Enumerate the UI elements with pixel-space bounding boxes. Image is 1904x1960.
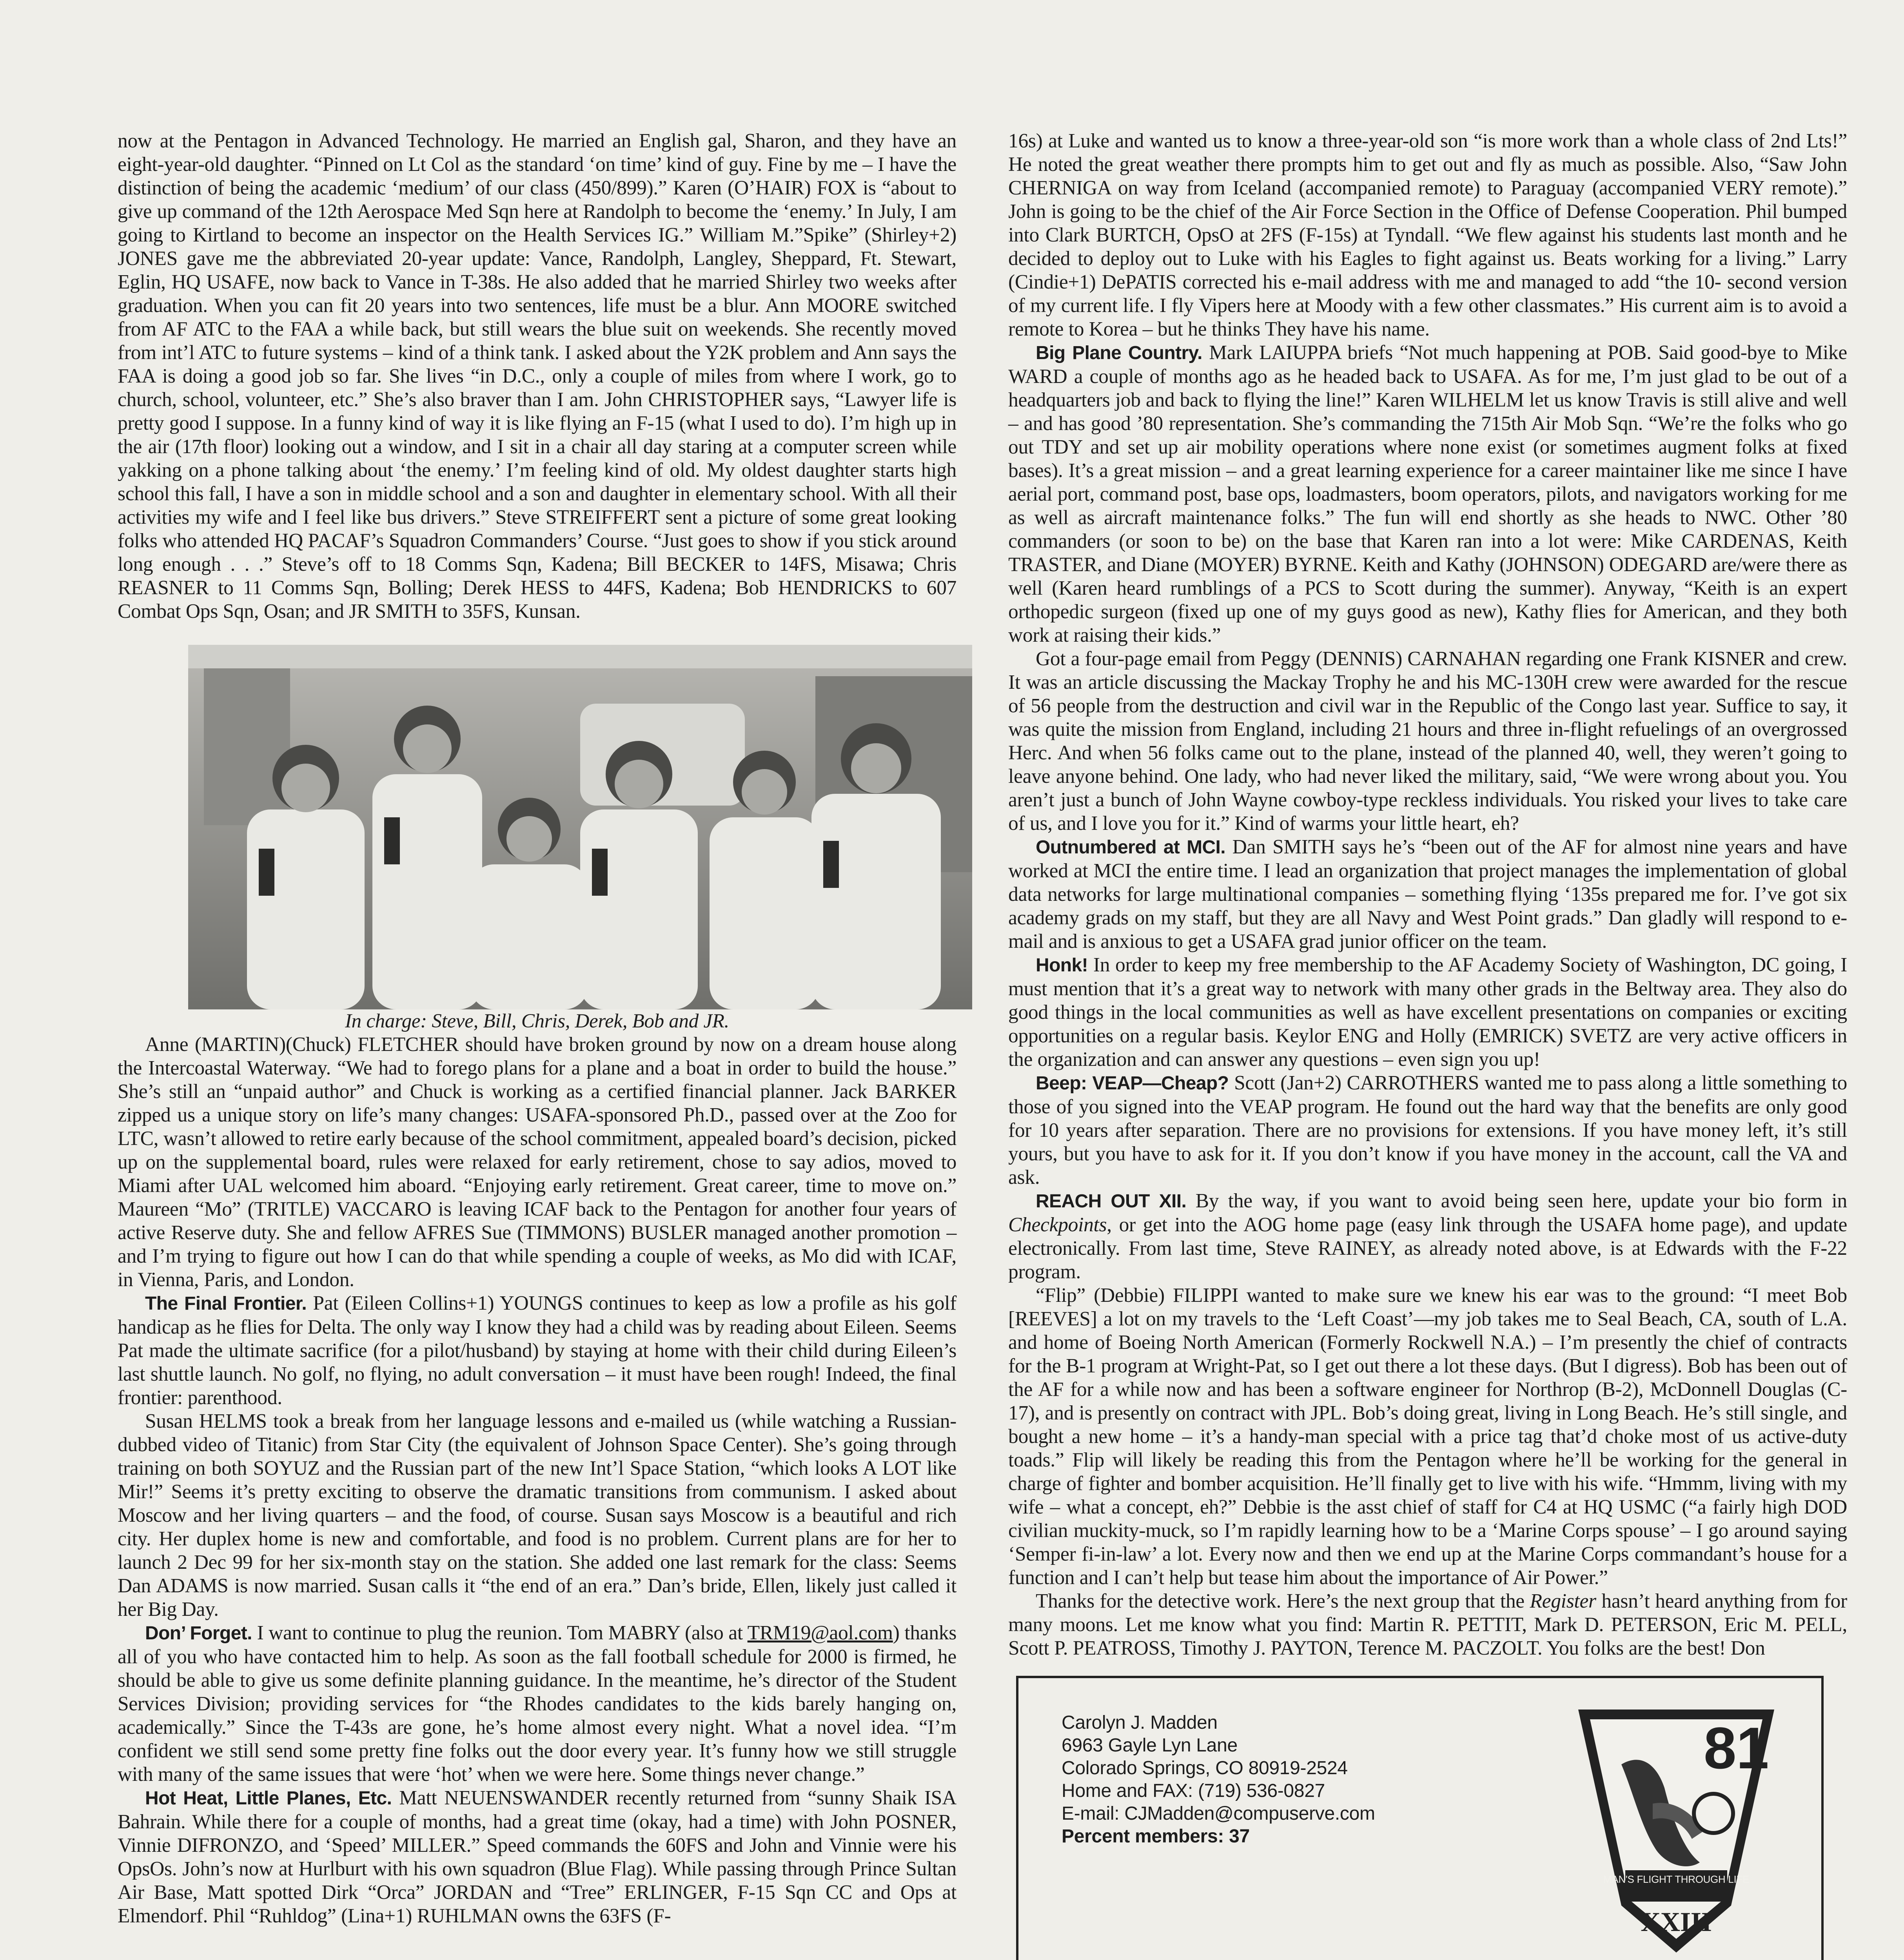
paragraph-thanks — [1008, 1590, 1847, 1660]
paragraph-reach-out — [1008, 1189, 1847, 1284]
paragraph-mci — [1008, 835, 1847, 953]
paragraph-veap — [1008, 1071, 1847, 1189]
heading-final-frontier: The Final Frontier. — [145, 1293, 307, 1314]
heading-hot-heat: Hot Heat, Little Planes, Etc. — [145, 1788, 392, 1809]
text-dont-forget-b: ) thanks all of you who have contacted him to help. As soon as the fall football schedule for 2000 is firmed, he should be able to give us some definite planning guidance. In the meantime, he’s director of the Student Services Division; providing services for “the Rhodes candidates to the kids barely hanging on, academically.” Since the T-43s are gone, he’s home almost every night. What a novel idea. “I’m confident we still send some pretty fine folks out the door every year. It’s funny how we still struggle with many of the same issues that were ‘hot’ when we were here. Some things never change.” — [118, 1622, 957, 1786]
logo-class-year: 81 — [1704, 1715, 1769, 1781]
heading-honk: Honk! — [1036, 955, 1088, 976]
paragraph-honk — [1008, 953, 1847, 1071]
contact-phone: Home and FAX: (719) 536-0827 — [1062, 1780, 1325, 1801]
paragraph-filippi: “Flip” (Debbie) FILIPPI wanted to make sure we knew his ear was to the ground: “I meet Bob [REEVES] a lot on my travels to the ‘Left Coast’—my job takes me to Seal Beach, CA, south of L.A. and home of Boeing North American (Formerly Rockwell N.A.) – I’m presently the chief of contracts for the B-1 program at Wright-Pat, so I get out there a lot these days. (But I digress). Bob has been out of the AF for a while now and has been a software engineer for Northrop (B-2), McDonnell Douglas (C-17), and is presently on contract with JPL. Bob’s doing great, living in Long Beach. He’s still single, and bought a new home – it’s a handy-man special with a price tag that’d choke most of us active-duty toads.” Flip will likely be reading this from the Pentagon where he’ll be working for the general in charge of fighter and bomber acquisition. He’ll finally get to live with his wife. “Hmmm, living with my wife – what a concept, eh?” Debbie is the asst chief of staff for C4 at HQ USMC (“a fairly high DOD civilian muckity-muck, so I’m rapidly learning how to be a ‘Marine Corps spouse’ – I go around saying ‘Semper fi-in-law’ a lot. Every now and then we end up at the Marine Corps commandant’s house for a function and I can’t help but tease him about the importance of Air Power.” — [1008, 1284, 1847, 1589]
text-thanks-b: hasn’t heard anything from for many moons. Let me know what you find: Martin R. PETTIT, Mark D. PETERSON, Eric M. PELL, Scott P. PEATROSS, Timothy J. PAYTON, Terence M. PACZOLT. You folks are the best! Don — [1008, 1590, 1847, 1659]
paragraph-big-plane — [1008, 341, 1847, 647]
contact-city: Colorado Springs, CO 80919-2524 — [1062, 1758, 1348, 1779]
text-dont-forget-a: I want to continue to plug the reunion. Tom MABRY (also at — [252, 1622, 748, 1644]
paragraph-luke: 16s) at Luke and wanted us to know a three-year-old son “is more work than a whole class of 2nd Lts!” He noted the great weather there prompts him to get out and fly as much as possible. Also, “Saw John CHERNIGA on way from Iceland (accompanied remote) to Paraguay (accompanied VERY remote).” John is going to be the chief of the Air Force Section in the Office of Defense Cooperation. Phil bumped into Clark BURTCH, OpsO at 2FS (F-15s) at Tyndall. “We flew against his students last month and he decided to deploy out to Luke with his Eagles to fight against us. Beats working for a living.” Larry (Cindie+1) DePATIS corrected his e-mail address with me and managed to add “the 10- second version of my current life. I fly Vipers here at Moody with a few other classmates.” His current aim is to avoid a remote to Korea – but he thinks They have his name. — [1008, 130, 1847, 340]
text-thanks-a: Thanks for the detective work. Here’s the next group that the — [1036, 1590, 1530, 1612]
class-scribe-contact-box — [1016, 1676, 1824, 1960]
heading-mci: Outnumbered at MCI. — [1036, 837, 1226, 858]
text-register: Register — [1530, 1590, 1596, 1612]
contact-email[interactable]: E-mail: CJMadden@compuserve.com — [1062, 1803, 1375, 1824]
contact-name: Carolyn J. Madden — [1062, 1712, 1218, 1733]
text-honk: In order to keep my free membership to the AF Academy Society of Washington, DC going, I must mention that it’s a great way to network with many other grads in the Beltway area. They also do good things in the local communities as well as have excellent presentations on companies or exciting opportunities on a regular basis. Keylor ENG and Holly (EMRICK) SVETZ are very active officers in the organization and can answer any questions – even sign you up! — [1008, 954, 1847, 1071]
text-mci: Dan SMITH says he’s “been out of the AF for almost nine years and have worked at MCI the entire time. I lead an organization that project manages the implementation of global data networks for large multinational companies – something flying ‘135s prepared me for. I’ve got six academy grads on my staff, but they are all Navy and West Point grads.” Dan gladly will respond to e-mail and is anxious to get a USAFA grad junior officer on the team. — [1008, 836, 1847, 953]
logo-motto: MAN'S FLIGHT THROUGH LIFE — [1603, 1873, 1750, 1885]
paragraph-intro: now at the Pentagon in Advanced Technology. He married an English gal, Sharon, and they have an eight-year-old daughter. “Pinned on Lt Col as the standard ‘on time’ kind of guy. Fine by me – I have the distinction of being the academic ‘medium’ of our class (450/899).” Karen (O’HAIR) FOX is “about to give up command of the 12th Aerospace Med Sqn here at Randolph to become the ‘enemy.’ In July, I am going to Kirtland to become an inspector on the Health Services IG.” William M.”Spike” (Shirley+2) JONES gave me the abbreviated 20-year update: Vance, Randolph, Langley, Sheppard, Ft. Stewart, Eglin, HQ USAFE, now back to Vance in T-38s. He also added that he married Shirley two weeks after graduation. When you can fit 20 years into two sentences, life must be a blur. Ann MOORE switched from AF ATC to the FAA a while back, but still wears the blue suit on weekends. She recently moved from int’l ATC to future systems – kind of a think tank. I asked about the Y2K problem and Ann says the FAA is doing a good job so far. She lives “in D.C., only a couple of miles from where I work, go to church, school, volunteer, etc.” She’s also braver than I am. John CHRISTOPHER says, “Lawyer life is pretty good I suppose. In a funny kind of way it is like flying an F-15 (what I used to do). I’m high up in the air (17th floor) looking out a window, and I sit in a chair all day staring at a computer screen while yakking on a phone talking about ‘the enemy.’ I’m feeling kind of old. My oldest daughter starts high school this fall, I have a son in middle school and a son and daughter in elementary school. With all their activities my wife and I feel like bus drivers.” Steve STREIFFERT sent a picture of some great looking folks who attended HQ PACAF’s Squadron Commanders’ Course. “Just goes to show if you stick around long enough . . .” Steve’s off to 18 Comms Sqn, Kadena; Bill BECKER to 14FS, Misawa; Chris REASNER to 11 Comms Sqn, Bolling; Derek HESS to 44FS, Kadena; Bob HENDRICKS to 607 Combat Ops Sqn, Osan; and JR SMITH to 35FS, Kunsan. — [118, 130, 957, 622]
contact-members: Percent members: 37 — [1062, 1826, 1250, 1847]
group-photo — [188, 645, 972, 1009]
contact-street: 6963 Gayle Lyn Lane — [1062, 1735, 1238, 1756]
paragraph-fletcher: Anne (MARTIN)(Chuck) FLETCHER should have broken ground by now on a dream house along the Intercoastal Waterway. “We had to forego plans for a plane and a boat in order to build the house.” She’s still an “unpaid author” and Chuck is working as a certified financial planner. Jack BARKER zipped us a unique story on life’s many changes: USAFA-sponsored Ph.D., passed over at the Zoo for LTC, wasn’t allowed to retire early because of the school commitment, appealed board’s decision, picked up on the supplemental board, rules were relaxed for early retirement, chose to say adios, moved to Miami after UAL welcomed him aboard. “Enjoying early retirement. Great career, time to move on.” Maureen “Mo” (TRITLE) VACCARO is leaving ICAF back to the Pentagon for another four years of active Reserve duty. She and fellow AFRES Sue (TIMMONS) BUSLER managed another promotion – and I’m trying to figure out how I can do that while spending a couple of weeks, as Mo did with ICAF, in Vienna, Paris, and London. — [118, 1033, 957, 1291]
text-checkpoints: Checkpoints — [1008, 1214, 1107, 1236]
paragraph-hot-heat — [118, 1786, 957, 1928]
group-photo-image — [188, 645, 972, 1009]
contact-address — [1062, 1711, 1375, 1848]
left-column — [118, 129, 957, 1928]
paragraph-helms: Susan HELMS took a break from her language lessons and e-mailed us (while watching a Russian-dubbed video of Titanic) from Star City (the equivalent of Johnson Space Center). She’s going through training on both SOYUZ and the Russian part of the new Int’l Space Station, “which looks A LOT like Mir!” Seems it’s pretty exciting to observe the dramatic transitions from communism. I asked about Moscow and her living quarters – and the food, of course. Susan says Moscow is a beautiful and rich city. Her duplex home is new and comfortable, and food is no problem. Current plans are for her to launch 2 Dec 99 for her six-month stay on the station. She added one last remark for the class: Seems Dan ADAMS is now married. Susan calls it “the end of an era.” Dan’s bride, Ellen, likely just called it her Big Day. — [118, 1410, 957, 1621]
class-crest-logo — [1574, 1702, 1778, 1956]
email-link[interactable]: TRM19@aol.com — [747, 1622, 893, 1644]
heading-reach-out: REACH OUT XII. — [1036, 1191, 1187, 1212]
heading-big-plane: Big Plane Country. — [1036, 343, 1202, 363]
right-column — [1008, 129, 1847, 1960]
text-final-frontier: Pat (Eileen Collins+1) YOUNGS continues to keep as low a profile as his golf handicap as he flies for Delta. The only way I know they had a child was by reading about Eileen. Seems Pat made the ultimate sacrifice (for a pilot/husband) by staying at home with their child during Eileen’s last shuttle launch. No golf, no flying, no adult conversation – it must have been rough! Indeed, the final frontier: parenthood. — [118, 1292, 957, 1409]
text-veap: Scott (Jan+2) CARROTHERS wanted me to pass along a little something to those of you signed into the VEAP program. He found out the hard way that the benefits are only good for 10 years after separation. There are no provisions for extensions. If you have money left, it’s still yours, but you have to ask for it. If you don’t know if you have money in the account, call the VA and ask. — [1008, 1072, 1847, 1189]
heading-dont-forget: Don’ Forget. — [145, 1623, 252, 1644]
text-hot-heat: Matt NEUENSWANDER recently returned from “sunny Shaik ISA Bahrain. While there for a couple of months, had a great time (okay, had a time) with John POSNER, Vinnie DIFRONZO, and ‘Speed’ MILLER.” Speed commands the 60FS and John and Vinnie were his OpsOs. John’s now at Hurlburt with his own squadron (Blue Flag). While passing through Prince Sultan Air Base, Matt spotted Dirk “Orca” JORDAN and “Tree” ERLINGER, F-15 Sqn CC and Ops at Elmendorf. Phil “Ruhldog” (Lina+1) RUHLMAN owns the 63FS (F- — [118, 1787, 957, 1927]
photo-caption: In charge: Steve, Bill, Chris, Derek, Bob and JR. — [345, 1010, 729, 1032]
text-reach-out-b: , or get into the AOG home page (easy link through the USAFA home page), and update electronically. From last time, Steve RAINEY, as already noted above, is at Edwards with the F-22 program. — [1008, 1214, 1847, 1283]
paragraph-dont-forget — [118, 1621, 957, 1786]
text-big-plane: Mark LAIUPPA briefs “Not much happening at POB. Said good-bye to Mike WARD a couple of months ago as he headed back to USAFA. As for me, I’m just glad to be out of a headquarters job and back to flying the line!” Karen WILHELM let us know Travis is still alive and well – and has good ’80 representation. She’s commanding the 715th Air Mob Sqn. “We’re the folks who go out TDY and set up air mobility operations where none exist (or sometimes augment folks at fixed bases). It’s a great mission – and a great learning experience for a career maintainer like me since I have aerial port, command post, base ops, loadmasters, boom operators, pilots, and navigators working for me as well as aircraft maintenance folks.” The fun will end shortly as she heads to NWC. Other ’80 commanders (or soon to be) on the base that Karen ran into a lot were: Mike CARDENAS, Keith TRASTER, and Diane (MOYER) BYRNE. Keith and Kathy (JOHNSON) ODEGARD are/were there as well (Karen heard rumblings of a PCS to Scott during the summer). Anyway, “Keith is an expert orthopedic surgeon (fixed up one of my guys good as new), Kathy flies for American, and they both work at raising their kids.” — [1008, 341, 1847, 646]
text-reach-out-a: By the way, if you want to avoid being seen here, update your bio form in — [1186, 1190, 1847, 1212]
logo-roman: XXIII — [1641, 1907, 1712, 1937]
heading-veap: Beep: VEAP—Cheap? — [1036, 1073, 1229, 1094]
paragraph-final-frontier — [118, 1292, 957, 1410]
paragraph-carnahan: Got a four-page email from Peggy (DENNIS) CARNAHAN regarding one Frank KISNER and crew. It was an article discussing the Mackay Trophy he and his MC-130H crew were awarded for the rescue of 56 people from the destruction and civil war in the Republic of the Congo last year. Suffice to say, it was quite the mission from England, including 21 hours and three in-flight refuelings of an overgrossed Herc. And when 56 folks came out to the plane, instead of the planned 40, well, they weren’t going to leave anyone behind. One lady, who had never liked the military, said, “We were wrong about you. You aren’t just a bunch of John Wayne cowboy-type reckless individuals. You risked your lives to take care of us, and I love you for it.” Kind of warms your little heart, eh? — [1008, 648, 1847, 835]
